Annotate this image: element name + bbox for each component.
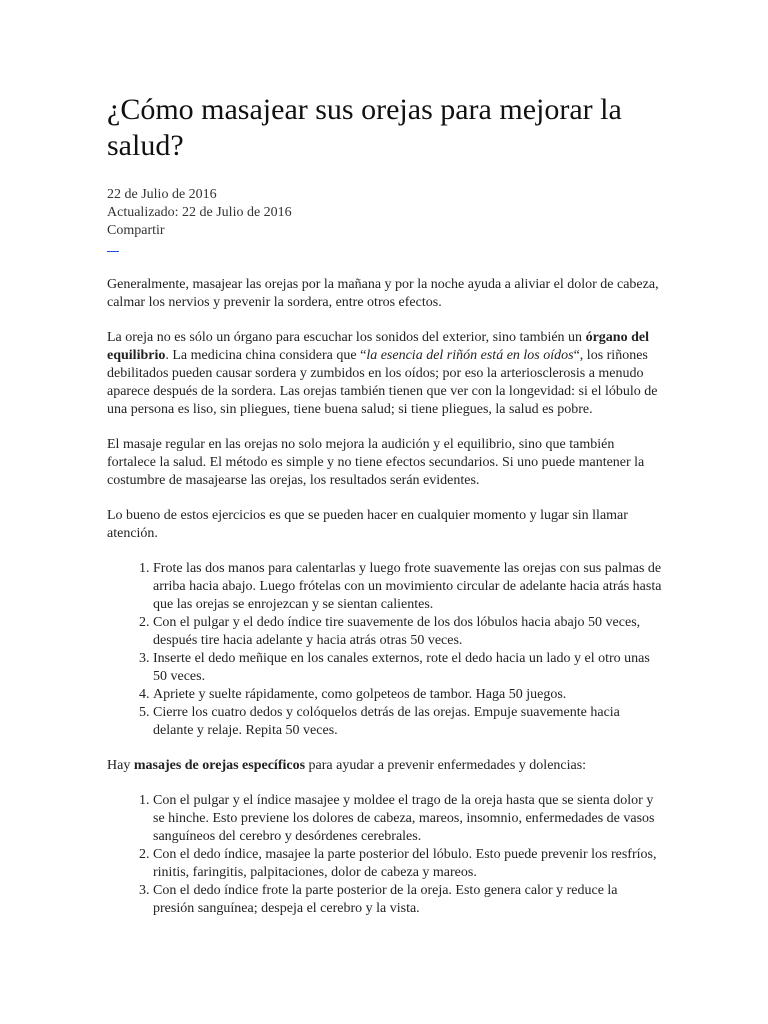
publish-date: 22 de Julio de 2016 [107,187,217,202]
paragraph-ear-organ: La oreja no es sólo un órgano para escuchar los sonidos del exterior, sino también un órgano del equilibrio. La medicina china considera que “la esencia del riñón está en los oídos“, los riñones debilitados pueden causar sordera y zumbidos en los oídos; por eso la arteriosclerosis a menudo aparece después de la sordera. Las orejas también tienen que ver con la longevidad: si el lóbulo de una persona es liso, sin pliegues, tiene buena salud; si tiene pliegues, la salud es pobre. [107,330,658,417]
list-item: 2. Con el pulgar y el dedo índice tire suavemente de los dos lóbulos hacia abajo 50 veces, después tire hacia adelante y hacia atrás otras 50 veces. [153,614,662,650]
article-meta [107,186,662,258]
bold-organ-equilibrium: órgano del equilibrio [107,330,649,363]
list-item: 2. Con el dedo índice, masajee la parte posterior del lóbulo. Esto puede prevenir los resfríos, rinitis, faringitis, palpitaciones, dolor de cabeza y mareos. [153,846,662,882]
paragraph-specific: Hay masajes de orejas específicos para ayudar a prevenir enfermedades y dolencias: [107,758,587,773]
article-title: ¿Cómo masajear sus orejas para mejorar la salud? [107,93,622,162]
share-label: Compartir [107,223,165,238]
list-item: 1. Con el pulgar y el índice masajee y moldee el trago de la oreja hasta que se sienta dolor y se hinche. Esto previene los dolores de cabeza, mareos, insomnio, enfermedades de vasos sanguíneos del cerebro y desórdenes cerebrales. [153,792,662,846]
share-link[interactable] [107,242,119,252]
exercise-list [107,560,662,740]
paragraph-intro: Generalmente, masajear las orejas por la mañana y por la noche ayuda a aliviar el dolor de cabeza, calmar los nervios y prevenir la sordera, entre otros efectos. [107,277,659,310]
list-item: 5. Cierre los cuatro dedos y colóquelos detrás de las orejas. Empuje suavemente hacia delante y relaje. Repita 50 veces. [153,704,662,740]
bold-specific-massages: masajes de orejas específicos [133,758,306,773]
list-item: 3. Inserte el dedo meñique en los canales externos, rote el dedo hacia un lado y el otro unas 50 veces. [153,650,662,686]
specific-massage-list [107,792,662,918]
list-item: 3. Con el dedo índice frote la parte posterior de la oreja. Esto genera calor y reduce la presión sanguínea; despeja el cerebro y la vista. [153,882,662,918]
list-item: 1. Frote las dos manos para calentarlas y luego frote suavemente las orejas con sus palmas de arriba hacia abajo. Luego frótelas con un movimiento circular de adelante hacia atrás hasta que las orejas se enrojezcan y se sientan calientes. [153,560,662,614]
paragraph-anytime: Lo bueno de estos ejercicios es que se pueden hacer en cualquier momento y lugar sin llamar atención. [107,508,628,541]
list-item: 4. Apriete y suelte rápidamente, como golpeteos de tambor. Haga 50 juegos. [153,686,662,704]
updated-date: Actualizado: 22 de Julio de 2016 [107,205,292,220]
article [107,92,662,918]
paragraph-benefits: El masaje regular en las orejas no solo mejora la audición y el equilibrio, sino que también fortalece la salud. El método es simple y no tiene efectos secundarios. Si uno puede mantener la costumbre de masajearse las orejas, los resultados serán evidentes. [107,437,645,488]
italic-quote: la esencia del riñón está en los oídos [366,348,574,363]
